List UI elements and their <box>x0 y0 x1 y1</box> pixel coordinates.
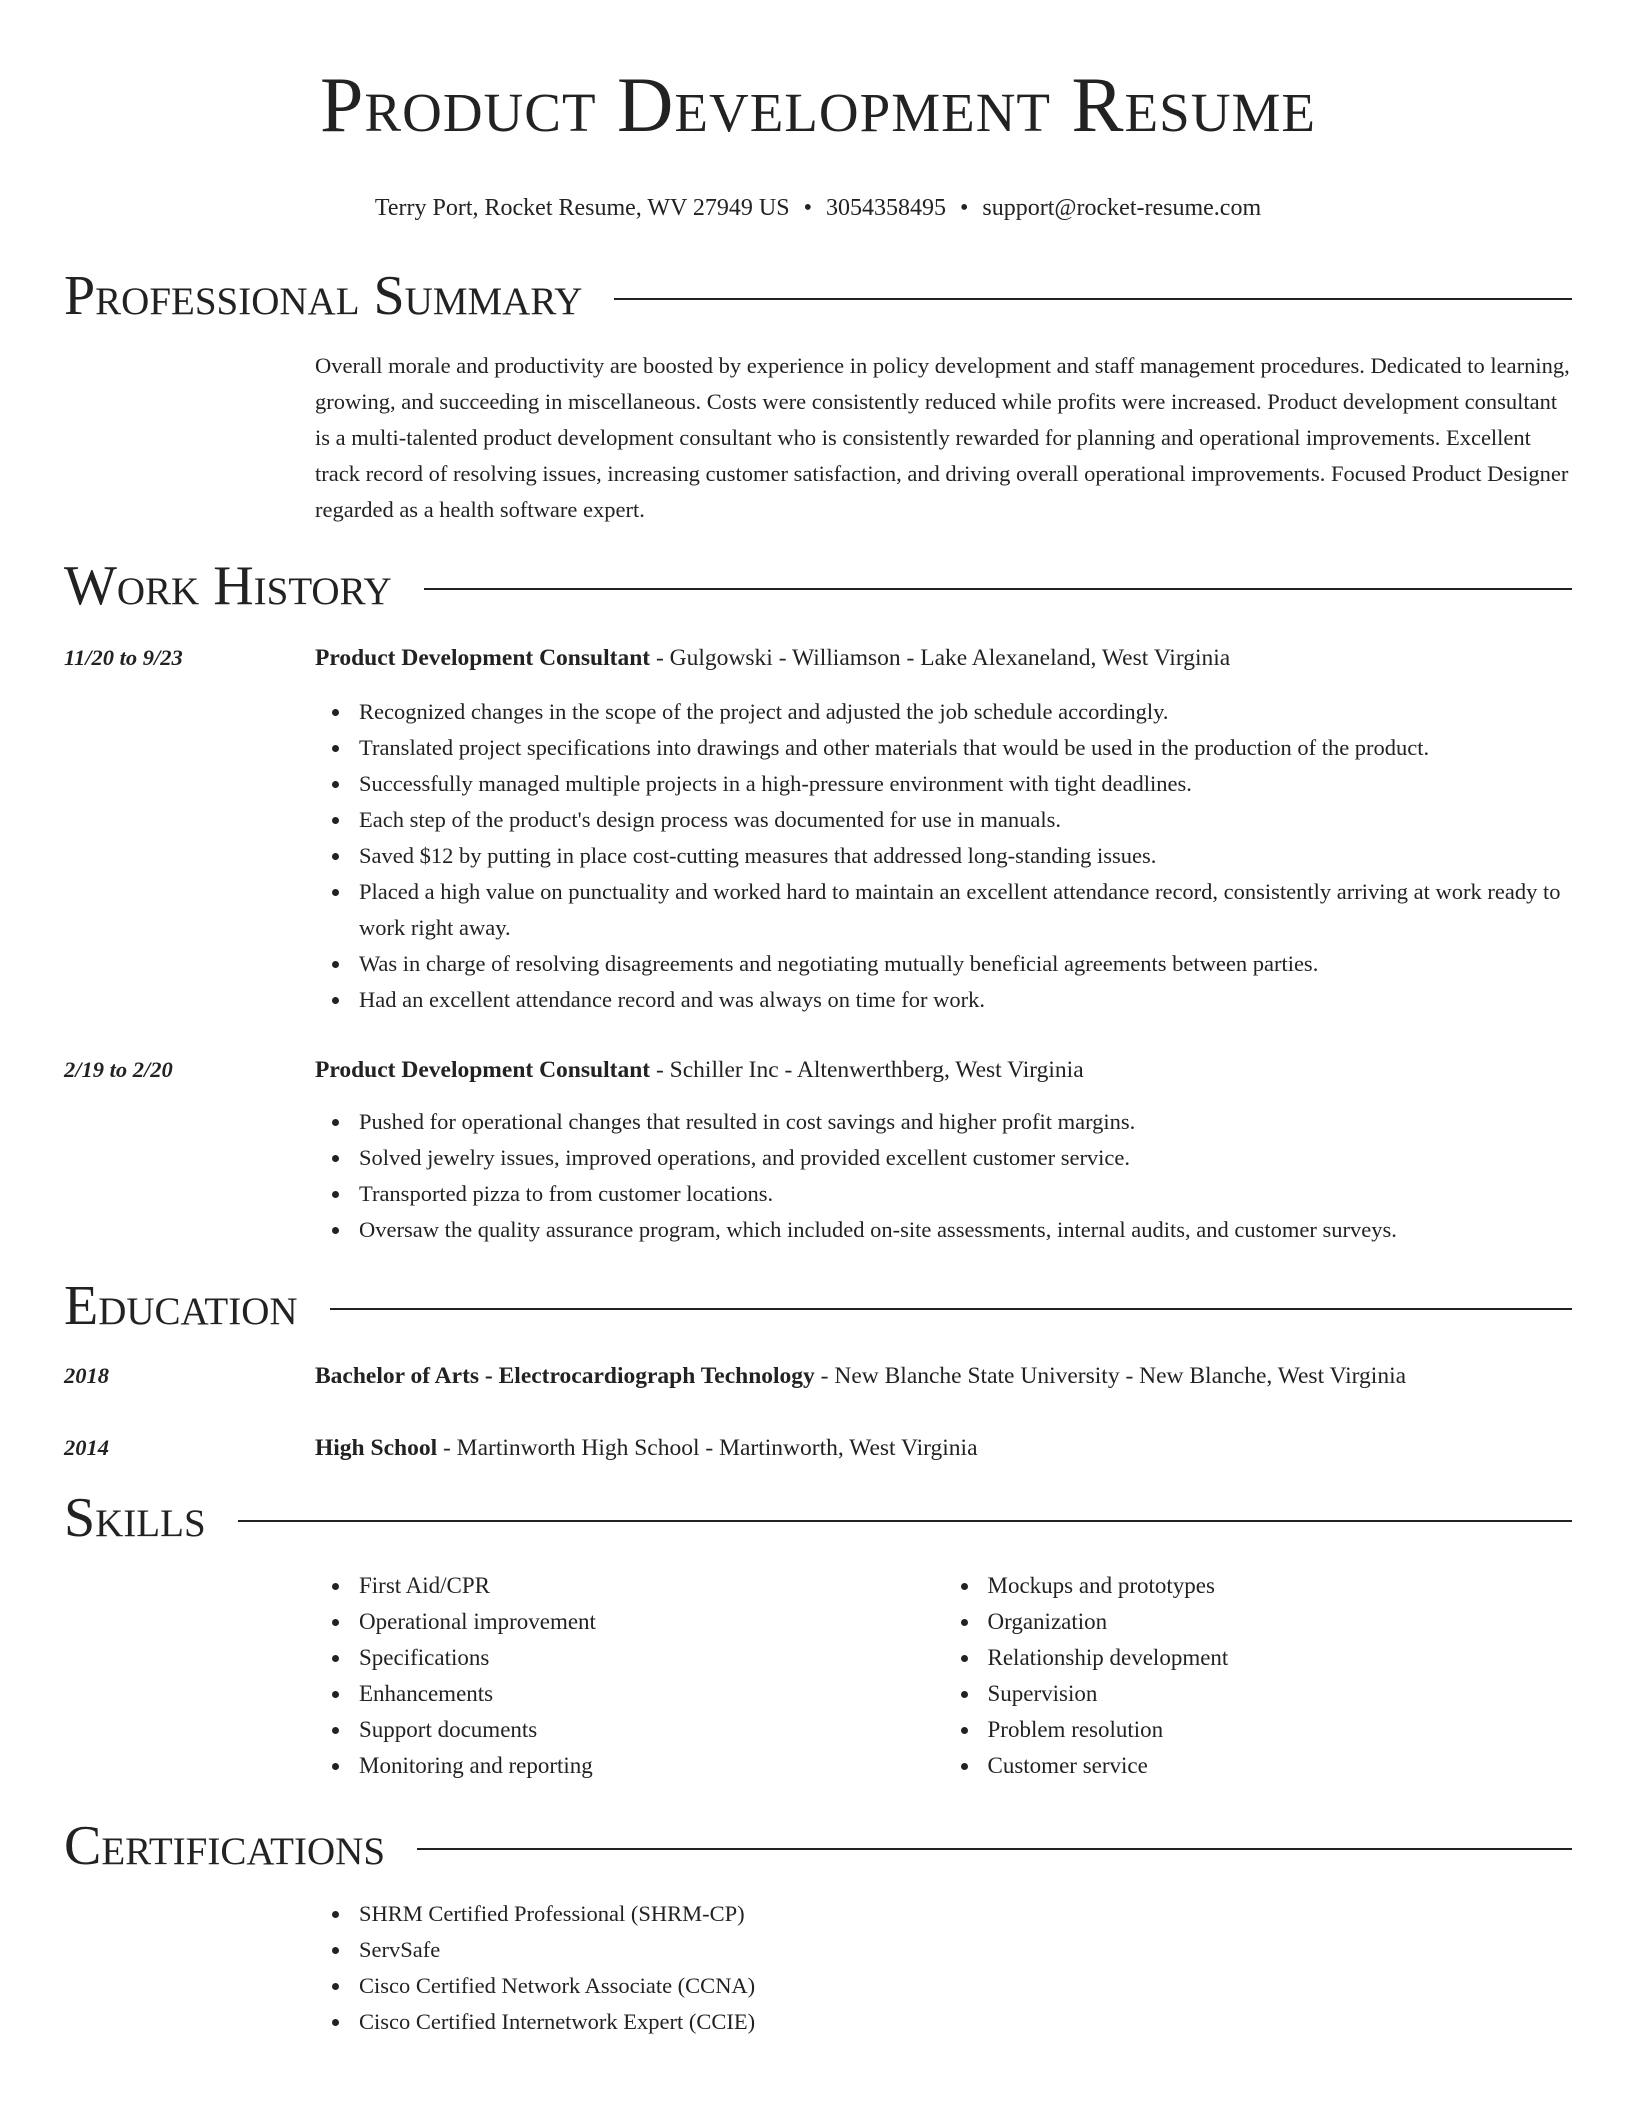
contact-separator: • <box>960 195 969 221</box>
section-divider <box>424 588 1572 590</box>
job-role: Product Development Consultant <box>315 645 651 671</box>
education-section <box>64 1274 1572 1466</box>
job-details: - Gulgowski - Williamson - Lake Alexaneland, West Virginia <box>650 645 1231 671</box>
job-bullet: Oversaw the quality assurance program, which included on-site assessments, internal audits, and customer surveys. <box>359 1212 1572 1248</box>
education-details: - New Blanche State University - New Blanche, West Virginia <box>814 1363 1407 1389</box>
job-bullet: Recognized changes in the scope of the project and adjusted the job schedule accordingly. <box>359 694 1572 730</box>
certifications-heading-row <box>64 1814 1572 1878</box>
education-details: - Martinworth High School - Martinworth, West Virginia <box>437 1435 978 1461</box>
skill-item: First Aid/CPR <box>359 1568 944 1604</box>
contact-line <box>64 192 1572 224</box>
job-dates: 2/19 to 2/20 <box>64 1057 173 1082</box>
job-dates: 11/20 to 9/23 <box>64 645 183 670</box>
contact-phone: 3054358495 <box>826 195 947 221</box>
work-history-heading: Work History <box>64 555 392 617</box>
skill-item: Support documents <box>359 1712 944 1748</box>
skill-item: Relationship development <box>988 1640 1573 1676</box>
job-bullets <box>315 694 1572 1018</box>
skills-heading: Skills <box>64 1487 206 1549</box>
education-degree: Bachelor of Arts - Electrocardiograph Technology <box>315 1363 815 1389</box>
skill-item: Specifications <box>359 1640 944 1676</box>
work-history-heading-row <box>64 554 1572 618</box>
certification-item: Cisco Certified Internetwork Expert (CCIE) <box>359 2004 1572 2040</box>
job-title-line <box>315 1052 1572 1088</box>
job-entry <box>64 640 1572 1018</box>
summary-content <box>315 348 1572 528</box>
certification-item: ServSafe <box>359 1932 1572 1968</box>
section-divider <box>330 1308 1572 1310</box>
job-bullet: Successfully managed multiple projects in a high-pressure environment with tight deadlines. <box>359 766 1572 802</box>
section-divider <box>614 298 1572 300</box>
certifications-content <box>315 1896 1572 2040</box>
job-details: - Schiller Inc - Altenwerthberg, West Virginia <box>650 1057 1084 1083</box>
contact-separator: • <box>803 195 813 221</box>
job-bullets <box>315 1104 1572 1248</box>
job-title-line <box>315 640 1572 676</box>
education-year: 2014 <box>64 1435 109 1460</box>
job-bullet: Placed a high value on punctuality and worked hard to maintain an excellent attendance record, consistently arriving at work ready to work right away. <box>359 874 1572 946</box>
job-bullet: Was in charge of resolving disagreements and negotiating mutually beneficial agreements between parties. <box>359 946 1572 982</box>
resume-page <box>64 0 1572 2040</box>
summary-section <box>64 264 1572 528</box>
section-divider <box>417 1848 1572 1850</box>
job-bullet: Translated project specifications into drawings and other materials that would be used in the production of the product. <box>359 730 1572 766</box>
skill-item: Customer service <box>988 1748 1573 1784</box>
skill-item: Problem resolution <box>988 1712 1573 1748</box>
job-bullet: Solved jewelry issues, improved operations, and provided excellent customer service. <box>359 1140 1572 1176</box>
education-heading-row <box>64 1274 1572 1338</box>
skills-column-right <box>944 1568 1573 1784</box>
education-degree: High School <box>315 1435 438 1461</box>
resume-title: Product Development Resume <box>320 61 1316 148</box>
skills-column-left <box>315 1568 944 1784</box>
job-entry <box>64 1052 1572 1248</box>
job-bullet: Each step of the product's design process was documented for use in manuals. <box>359 802 1572 838</box>
job-bullet: Transported pizza to from customer locations. <box>359 1176 1572 1212</box>
certification-item: Cisco Certified Network Associate (CCNA) <box>359 1968 1572 2004</box>
education-line <box>315 1430 1572 1466</box>
job-role: Product Development Consultant <box>315 1057 651 1083</box>
education-line <box>315 1358 1572 1394</box>
skill-item: Monitoring and reporting <box>359 1748 944 1784</box>
summary-heading: Professional Summary <box>64 265 583 327</box>
skill-item: Mockups and prototypes <box>988 1568 1573 1604</box>
job-bullet: Saved $12 by putting in place cost-cutting measures that addressed long-standing issues. <box>359 838 1572 874</box>
skill-item: Supervision <box>988 1676 1573 1712</box>
education-entry <box>64 1358 1572 1394</box>
certifications-heading: Certifications <box>64 1815 386 1877</box>
skills-section <box>64 1486 1572 1784</box>
section-divider <box>238 1520 1572 1522</box>
job-bullet: Had an excellent attendance record and was always on time for work. <box>359 982 1572 1018</box>
skills-grid <box>315 1568 1572 1784</box>
job-bullet: Pushed for operational changes that resulted in cost savings and higher profit margins. <box>359 1104 1572 1140</box>
summary-heading-row <box>64 264 1572 328</box>
skills-heading-row <box>64 1486 1572 1550</box>
certifications-section <box>64 1814 1572 2040</box>
certification-item: SHRM Certified Professional (SHRM-CP) <box>359 1896 1572 1932</box>
skill-item: Enhancements <box>359 1676 944 1712</box>
education-entry <box>64 1430 1572 1466</box>
contact-address: Terry Port, Rocket Resume, WV 27949 US <box>374 195 790 221</box>
summary-text: Overall morale and productivity are boosted by experience in policy development and staff management procedures. Dedicated to learning, growing, and succeeding in miscellaneous. Costs were consistently reduced while profits were increased. Product development consultant is a multi-talented product development consultant who is consistently rewarded for planning and operational improvements. Excellent track record of resolving issues, increasing customer satisfaction, and driving overall operational improvements. Focused Product Designer regarded as a health software expert. <box>315 353 1570 522</box>
skill-item: Operational improvement <box>359 1604 944 1640</box>
education-year: 2018 <box>64 1363 109 1388</box>
work-history-section <box>64 554 1572 1248</box>
skill-item: Organization <box>988 1604 1573 1640</box>
education-heading: Education <box>64 1275 298 1337</box>
contact-email: support@rocket-resume.com <box>982 195 1262 221</box>
